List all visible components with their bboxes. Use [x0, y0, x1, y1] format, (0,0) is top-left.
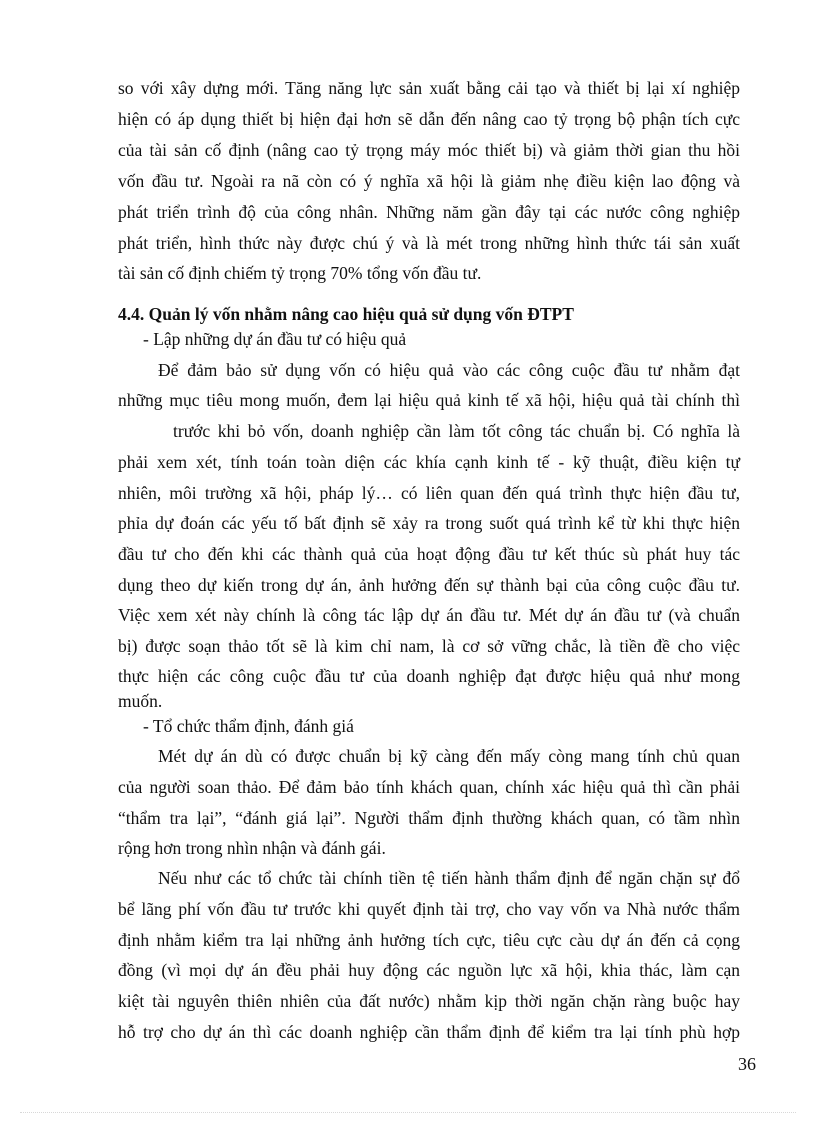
paragraph3-line-4: rộng hơn trong nhìn nhận và đánh gái. — [118, 838, 386, 858]
paragraph2-line-6: phỉa dự đoán các yếu tố bất định sẽ xảy ra trong suốt quá trình kể từ khi thực hiện — [118, 513, 740, 533]
page-number: 36 — [738, 1054, 756, 1074]
paragraph2-line-2: những mục tiêu mong muốn, đem lại hiệu quả kinh tế xã hội, hiệu quả tài chính thì — [118, 390, 740, 410]
paragraph1-line-6: phát triển, hình thức này được chú ý và là mét trong những hình thức tái sản xuất — [118, 233, 740, 253]
bullet-lap-du-an: - Lập những dự án đầu tư có hiệu quả — [143, 329, 407, 349]
paragraph4-line-1: Nếu như các tổ chức tài chính tiền tệ tiến hành thẩm định để ngăn chặn sự đổ — [158, 868, 740, 888]
paragraph1-line-4: vốn đầu tư. Ngoài ra nã còn có ý nghĩa xã hội là giảm nhẹ điều kiện lao động và — [118, 171, 740, 191]
paragraph4-line-4: đồng (vì mọi dự án đều phải huy động các nguồn lực xã hội, khia thác, làm cạn — [118, 960, 740, 980]
paragraph2-line-8: dụng theo dự kiến trong dự án, ảnh hưởng đến sự thành bại của công cuộc đầu tư. — [118, 575, 740, 595]
paragraph3-line-2: của người soan thảo. Để đảm bảo tính khách quan, chính xác hiệu quả thì cần phải — [118, 777, 740, 797]
paragraph4-line-2: bể lãng phí vốn đầu tư trước khi quyết định tài trợ, cho vay vốn va Nhà nước thẩm — [118, 899, 740, 919]
paragraph2-line-5: nhiên, môi trường xã hội, pháp lý… có liên quan đến quá trình thực hiện đầu tư, — [118, 483, 740, 503]
paragraph1-line-2: hiện có áp dụng thiết bị hiện đại hơn sẽ dẫn đến nâng cao tỷ trọng bộ phận tích cực — [118, 109, 740, 129]
paragraph2-line-9: Việc xem xét này chính là công tác lập dự án đầu tư. Mét dự án đầu tư (và chuẩn — [118, 605, 740, 625]
paragraph1-line-5: phát triển trình độ của công nhân. Những năm gần đây tại các nước công nghiệp — [118, 202, 740, 222]
paragraph2-line-11: thực hiện các công cuộc đầu tư của doanh nghiệp đạt được hiệu quả như mong — [118, 666, 740, 686]
paragraph4-line-5: kiệt tài nguyên thiên nhiên của đất nước) nhằm kịp thời ngăn chặn ràng buộc hay — [118, 991, 740, 1011]
bullet-tham-dinh: - Tổ chức thẩm định, đánh giá — [143, 716, 354, 736]
paragraph2-line-10: bị) được soạn thảo tốt sẽ là kim chỉ nam, là cơ sở vững chắc, là tiền đề cho việc — [118, 636, 740, 656]
paragraph2-line-1: Để đảm bảo sử dụng vốn có hiệu quả vào các công cuộc đầu tư nhằm đạt — [158, 360, 740, 380]
paragraph3-line-3: “thẩm tra lại”, “đánh giá lại”. Người thẩm định thường khách quan, có tầm nhìn — [118, 808, 740, 828]
section-heading: 4.4. Quản lý vốn nhằm nâng cao hiệu quả sử dụng vốn ĐTPT — [118, 304, 574, 324]
paragraph4-line-6: hỗ trợ cho dự án thì các doanh nghiệp cần thẩm định để kiểm tra lại tính phù hợp — [118, 1022, 740, 1042]
paragraph1-line-7: tài sản cố định chiếm tỷ trọng 70% tổng vốn đầu tư. — [118, 263, 482, 283]
paragraph4-line-3: định nhằm kiểm tra lại những ảnh hưởng tích cực, tiêu cực càu dự án đến cả cọng — [118, 930, 740, 950]
paragraph2-line-7: đầu tư cho đến khi các thành quả của hoạt động đầu tư kết thúc sù phát huy tác — [118, 544, 740, 564]
paragraph2-line-4: phải xem xét, tính toán toàn diện các khía cạnh kinh tế - kỹ thuật, điều kiện tự — [118, 452, 740, 472]
paragraph1-line-3: của tài sản cố định (nâng cao tỷ trọng máy móc thiết bị) và giảm thời gian thu hồi — [118, 140, 740, 160]
paragraph1-line-1: so với xây dựng mới. Tăng năng lực sản xuất bằng cải tạo và thiết bị lại xí nghiệp — [118, 78, 740, 98]
paragraph2-line-3: trước khi bỏ vốn, doanh nghiệp cần làm tốt công tác chuẩn bị. Có nghĩa là — [173, 421, 740, 441]
paragraph3-line-1: Mét dự án dù có được chuẩn bị kỹ càng đến mấy còng mang tính chủ quan — [158, 746, 740, 766]
paragraph2-line-12: muốn. — [118, 691, 163, 711]
page-bottom-divider — [20, 1112, 796, 1113]
